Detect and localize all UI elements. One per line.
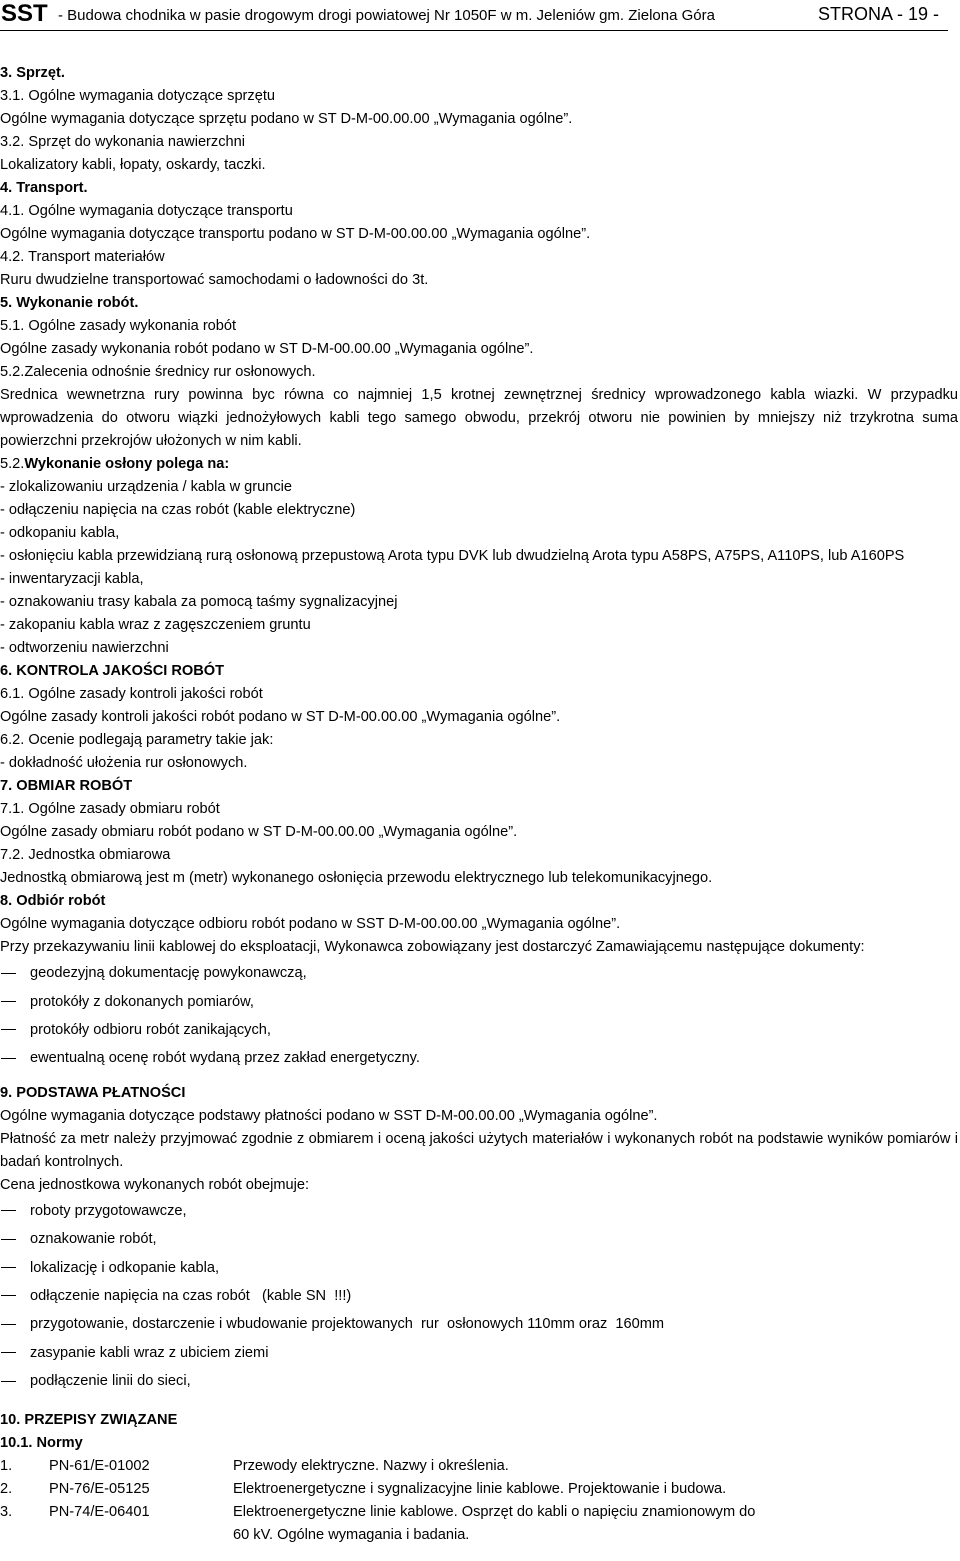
cost-list-item bbox=[0, 1367, 958, 1395]
section-4-2-text: Ruru dwudzielne transportować samochodami o ładowności do 3t. bbox=[0, 272, 429, 288]
section-3-2-text: Lokalizatory kabli, łopaty, oskardy, taczki. bbox=[0, 157, 266, 173]
document-label: geodezyjną dokumentację powykonawczą, bbox=[30, 965, 307, 982]
norm-number: 1. bbox=[0, 1458, 13, 1475]
list-item: - zakopaniu kabla wraz z zagęszczeniem gruntu bbox=[0, 617, 311, 633]
document-label: protokóły z dokonanych pomiarów, bbox=[30, 993, 254, 1010]
section-6-1-heading: 6.1. Ogólne zasady kontroli jakości robót bbox=[0, 686, 263, 702]
section-6-1-text: Ogólne zasady kontroli jakości robót podano w ST D-M-00.00.00 „Wymagania ogólne”. bbox=[0, 709, 561, 725]
document-list-item bbox=[0, 1044, 958, 1072]
spacer bbox=[0, 1395, 958, 1409]
norm-title: Elektroenergetyczne i sygnalizacyjne linie kablowe. Projektowanie i budowa. bbox=[233, 1481, 727, 1498]
header-title: - Budowa chodnika w pasie drogowym drogi powiatowej Nr 1050F w m. Jeleniów gm. Zielona Góra bbox=[58, 7, 715, 24]
cost-label: zasypanie kabli wraz z ubiciem ziemi bbox=[30, 1344, 269, 1361]
dash-bullet bbox=[1, 1210, 16, 1211]
section-7-heading: 7. OBMIAR ROBÓT bbox=[0, 778, 133, 794]
list-item: - inwentaryzacji kabla, bbox=[0, 571, 144, 587]
section-5-2-subheading bbox=[0, 453, 958, 476]
section-7-1-text: Ogólne zasady obmiaru robót podano w ST D-M-00.00.00 „Wymagania ogólne”. bbox=[0, 824, 518, 840]
norm-title: Elektroenergetyczne linie kablowe. Osprzęt do kabli o napięciu znamionowym do 60 kV. Ogólne wymagania i badania. bbox=[233, 1504, 756, 1544]
section-4-1-text: Ogólne wymagania dotyczące transportu podano w ST D-M-00.00.00 „Wymagania ogólne”. bbox=[0, 226, 591, 242]
section-5-2-heading: 5.2.Zalecenia odnośnie średnicy rur osłonowych. bbox=[0, 364, 316, 380]
section-7-2-text: Jednostką obmiarową jest m (metr) wykonanego osłonięcia przewodu elektrycznego lub telekomunikacyjnego. bbox=[0, 870, 713, 886]
cost-label: odłączenie napięcia na czas robót (kable SN !!!) bbox=[30, 1287, 352, 1304]
dash-bullet bbox=[1, 1239, 16, 1240]
list-item: - odtworzeniu nawierzchni bbox=[0, 640, 169, 656]
cost-list-item bbox=[0, 1310, 958, 1338]
section-7-2-heading: 7.2. Jednostka obmiarowa bbox=[0, 847, 171, 863]
section-4-heading: 4. Transport. bbox=[0, 180, 88, 196]
section-9-paragraph: Płatność za metr należy przyjmować zgodnie z obmiarem i oceną jakości użytych materiałów i wykonanych robót na podstawie wyników pomiarów i badań kontrolnych. bbox=[0, 1130, 958, 1170]
section-9-text: Ogólne wymagania dotyczące podstawy płatności podano w SST D-M-00.00.00 „Wymagania ogólne”. bbox=[0, 1107, 658, 1124]
document-body bbox=[0, 62, 958, 1547]
dash-bullet bbox=[1, 1324, 16, 1325]
section-8-intro: Przy przekazywaniu linii kablowej do eksploatacji, Wykonawca zobowiązany jest dostarczyć Zamawiającemu następujące dokumenty: bbox=[0, 939, 865, 955]
page-header bbox=[0, 0, 948, 31]
norm-row bbox=[0, 1501, 958, 1547]
section-8-heading: 8. Odbiór robót bbox=[0, 893, 106, 909]
section-5-heading: 5. Wykonanie robót. bbox=[0, 295, 139, 311]
cost-label: przygotowanie, dostarczenie i wbudowanie projektowanych rur osłonowych 110mm oraz 160mm bbox=[30, 1316, 665, 1333]
norm-row bbox=[0, 1455, 958, 1478]
dash-bullet bbox=[1, 1352, 16, 1353]
subheading-prefix: 5.2. bbox=[0, 456, 25, 472]
norm-row bbox=[0, 1478, 958, 1501]
section-6-2-text: - dokładność ułożenia rur osłonowych. bbox=[0, 755, 248, 771]
section-3-heading: 3. Sprzęt. bbox=[0, 65, 65, 81]
section-10-1-heading: 10.1. Normy bbox=[0, 1435, 83, 1452]
norm-code: PN-74/E-06401 bbox=[49, 1504, 150, 1521]
dash-bullet bbox=[1, 1029, 16, 1030]
cost-list-item bbox=[0, 1282, 958, 1310]
cost-label: roboty przygotowawcze, bbox=[30, 1202, 187, 1219]
document-list-item bbox=[0, 1016, 958, 1044]
header-code: SST bbox=[1, 0, 48, 27]
cost-list-item bbox=[0, 1339, 958, 1367]
section-5-1-heading: 5.1. Ogólne zasady wykonania robót bbox=[0, 318, 237, 334]
section-3-1-heading: 3.1. Ogólne wymagania dotyczące sprzętu bbox=[0, 88, 276, 104]
subheading-bold: Wykonanie osłony polega na: bbox=[24, 456, 230, 472]
norm-number: 3. bbox=[0, 1504, 13, 1521]
document-label: ewentualną ocenę robót wydaną przez zakład energetyczny. bbox=[30, 1050, 420, 1067]
section-6-2-heading: 6.2. Ocenie podlegają parametry takie jak: bbox=[0, 732, 274, 748]
dash-bullet bbox=[1, 1001, 16, 1002]
section-7-1-heading: 7.1. Ogólne zasady obmiaru robót bbox=[0, 801, 220, 817]
section-4-1-heading: 4.1. Ogólne wymagania dotyczące transportu bbox=[0, 203, 293, 219]
cost-list-item bbox=[0, 1197, 958, 1225]
spacer bbox=[0, 1073, 958, 1082]
dash-bullet bbox=[1, 1267, 16, 1268]
dash-bullet bbox=[1, 1295, 16, 1296]
norm-code: PN-76/E-05125 bbox=[49, 1481, 150, 1498]
cost-list-item bbox=[0, 1225, 958, 1253]
dash-bullet bbox=[1, 1058, 16, 1059]
cost-label: lokalizację i odkopanie kabla, bbox=[30, 1259, 220, 1276]
section-5-1-text: Ogólne zasady wykonania robót podano w ST D-M-00.00.00 „Wymagania ogólne”. bbox=[0, 341, 534, 357]
section-4-2-heading: 4.2. Transport materiałów bbox=[0, 249, 165, 265]
cost-label: podłączenie linii do sieci, bbox=[30, 1373, 191, 1390]
section-10-heading: 10. PRZEPISY ZWIĄZANE bbox=[0, 1412, 178, 1429]
cost-list-item bbox=[0, 1253, 958, 1281]
dash-bullet bbox=[1, 973, 16, 974]
norm-title: Przewody elektryczne. Nazwy i określenia. bbox=[233, 1458, 509, 1475]
section-3-1-text: Ogólne wymagania dotyczące sprzętu podano w ST D-M-00.00.00 „Wymagania ogólne”. bbox=[0, 111, 573, 127]
section-9-heading: 9. PODSTAWA PŁATNOŚCI bbox=[0, 1084, 186, 1101]
document-label: protokóły odbioru robót zanikających, bbox=[30, 1021, 271, 1038]
list-item: - osłonięciu kabla przewidzianą rurą osłonową przepustową Arota typu DVK lub dwudzielną Arota typu A58PS, A75PS, A110PS, lub A160PS bbox=[0, 548, 905, 564]
norm-number: 2. bbox=[0, 1481, 13, 1498]
document-list-item bbox=[0, 987, 958, 1015]
section-8-text: Ogólne wymagania dotyczące odbioru robót podano w SST D-M-00.00.00 „Wymagania ogólne”. bbox=[0, 916, 621, 932]
norm-code: PN-61/E-01002 bbox=[49, 1458, 150, 1475]
dash-bullet bbox=[1, 1381, 16, 1382]
list-item: - oznakowaniu trasy kabala za pomocą taśmy sygnalizacyjnej bbox=[0, 594, 398, 610]
header-page-number: STRONA - 19 - bbox=[818, 4, 940, 24]
cost-label: oznakowanie robót, bbox=[30, 1231, 157, 1248]
list-item: - odkopaniu kabla, bbox=[0, 525, 120, 541]
section-5-2-paragraph: Srednica wewnetrzna rury powinna byc równa co najmniej 1,5 krotnej zewnętrznej średnicy wprowadzonego kabla wiazki. W przypadku wprowadzenia do otworu wiązki jednożyłowych kabli tego samego obwodu, przekrój otworu nie powinien by mniejszy niż trzykrotna suma powierzchni przekrojów ułożonych w nim kabli. bbox=[0, 387, 958, 449]
section-3-2-heading: 3.2. Sprzęt do wykonania nawierzchni bbox=[0, 134, 245, 150]
section-9-intro: Cena jednostkowa wykonanych robót obejmuje: bbox=[0, 1176, 310, 1193]
list-item: - zlokalizowaniu urządzenia / kabla w gruncie bbox=[0, 479, 293, 495]
list-item: - odłączeniu napięcia na czas robót (kable elektryczne) bbox=[0, 502, 356, 518]
section-6-heading: 6. KONTROLA JAKOŚCI ROBÓT bbox=[0, 663, 225, 679]
document-list-item bbox=[0, 959, 958, 987]
